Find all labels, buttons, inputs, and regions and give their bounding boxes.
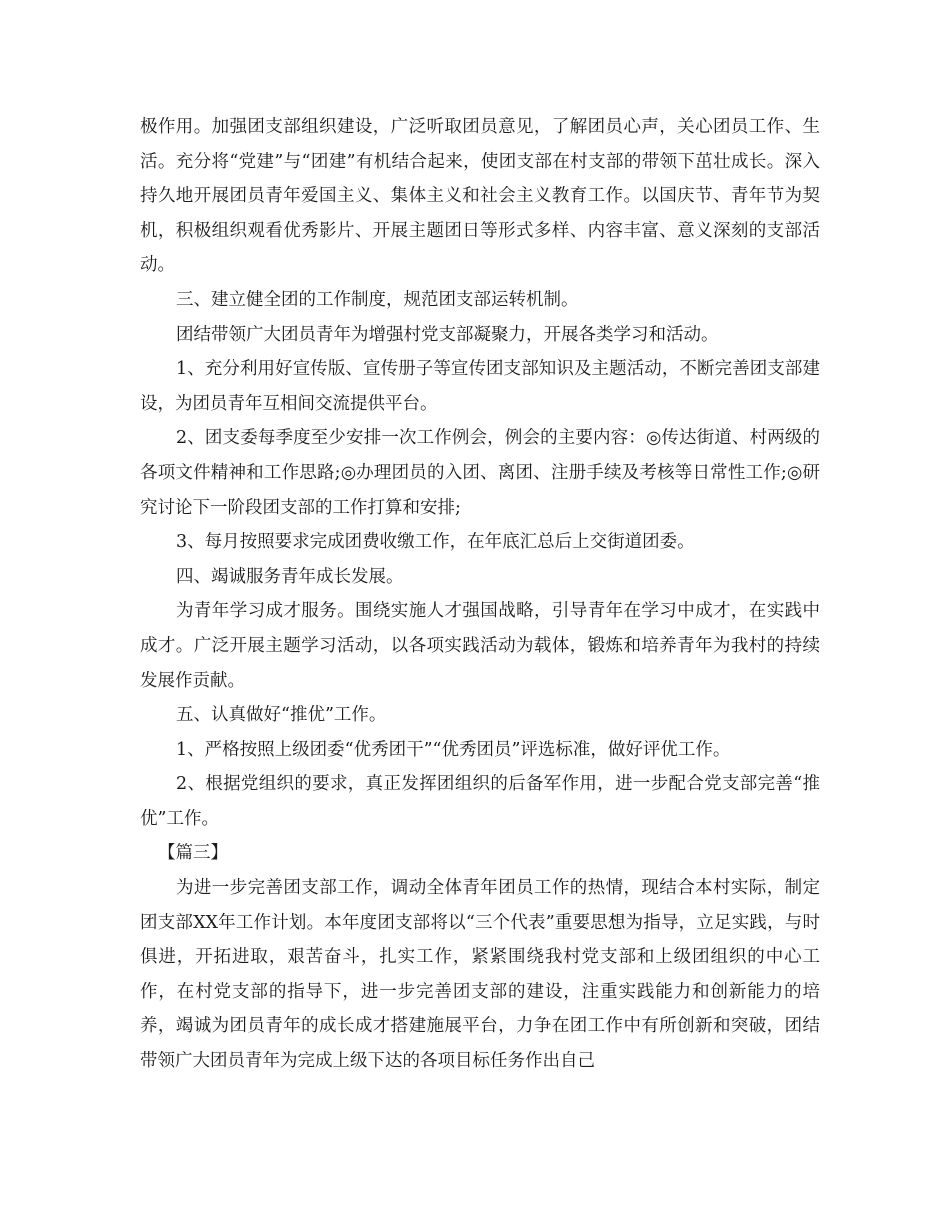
section-heading-4: 四、竭诚服务青年成长发展。 [176,566,404,587]
section-heading-3: 三、建立健全团的工作制度，规范团支部运转机制。 [176,289,579,310]
part-heading: 【篇三】 [158,843,228,864]
document-body [140,110,820,1079]
paragraph: 为进一步完善团支部工作，调动全体青年团员工作的热情，现结合本村实际，制定团支部XX年工作计划。本年度团支部将以“三个代表”重要思想为指导，立足实践，与时俱进，开拓进取，艰苦奋斗，扎实工作，紧紧围绕我村党支部和上级团组织的中心工作，在村党支部的指导下，进一步完善团支部的建设，注重实践能力和创新能力的培养，竭诚为团员青年的成长成才搭建施展平台，力争在团工作中有所创新和突破，团结带领广大团员青年为完成上级下达的各项目标任务作出自己 [140,878,820,1072]
list-item: 1、严格按照上级团委“优秀团干”“优秀团员”评选标准，做好评优工作。 [176,739,731,760]
paragraph: 为青年学习成才服务。围绕实施人才强国战略，引导青年在学习中成才，在实践中成才。广泛开展主题学习活动，以各项实践活动为载体，锻炼和培养青年为我村的持续发展作贡献。 [140,601,820,691]
list-item: 3、每月按照要求完成团费收缴工作，在年底汇总后上交街道团委。 [176,532,695,553]
list-item: 2、根据党组织的要求，真正发挥团组织的后备军作用，进一步配合党支部完善“推优”工作。 [140,774,820,829]
section-heading-5: 五、认真做好“推优”工作。 [176,705,387,726]
paragraph-continuation: 极作用。加强团支部组织建设，广泛听取团员意见，了解团员心声，关心团员工作、生活。充分将“党建”与“团建”有机结合起来，使团支部在村支部的带领下茁壮成长。深入持久地开展团员青年爱国主义、集体主义和社会主义教育工作。以国庆节、青年节为契机，积极组织观看优秀影片、开展主题团日等形式多样、内容丰富、意义深刻的支部活动。 [140,117,820,276]
list-item: 1、充分利用好宣传版、宣传册子等宣传团支部知识及主题活动，不断完善团支部建设，为团员青年互相间交流提供平台。 [140,359,820,414]
list-item: 2、团支委每季度至少安排一次工作例会，例会的主要内容：◎传达街道、村两级的各项文件精神和工作思路;◎办理团员的入团、离团、注册手续及考核等日常性工作;◎研究讨论下一阶段团支部的工作打算和安排; [140,428,820,518]
paragraph: 团结带领广大团员青年为增强村党支部凝聚力，开展各类学习和活动。 [176,324,719,345]
